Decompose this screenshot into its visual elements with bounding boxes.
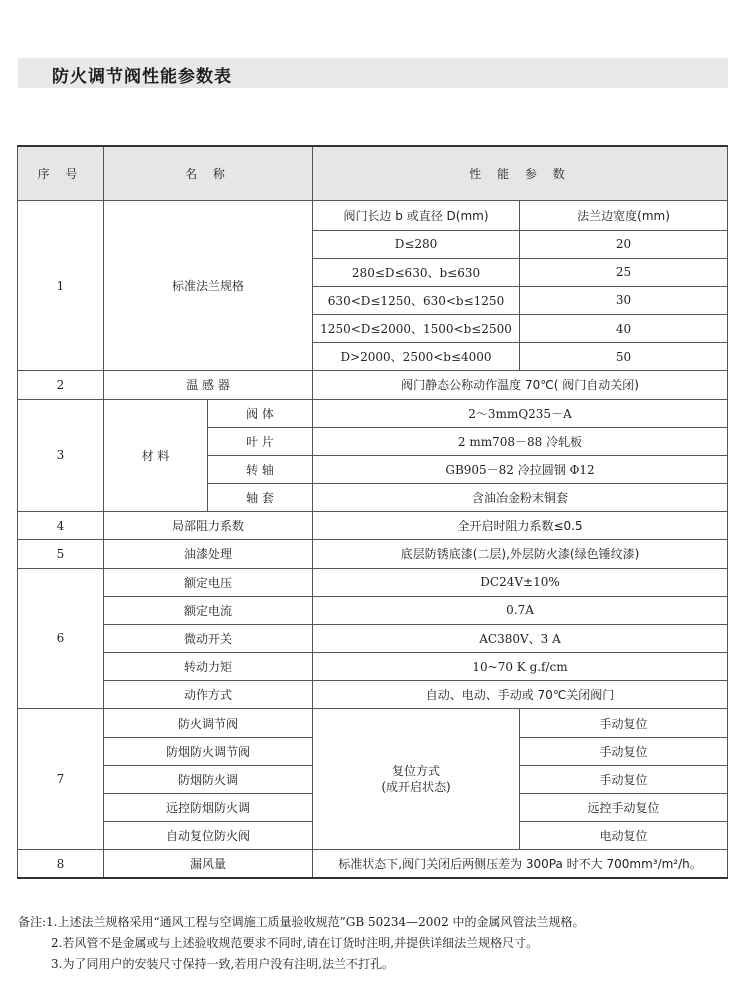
note-item: 2.若风管不是金属或与上述验收规范要求不同时,请在订货时注明,并提供详细法兰规格尺寸。	[51, 936, 539, 950]
row6-name: 微动开关	[104, 624, 313, 652]
table-row	[18, 371, 728, 399]
table-row	[18, 512, 728, 540]
row7-reset-note: (成开启状态)	[381, 780, 451, 795]
row6-name: 动作方式	[104, 681, 313, 709]
page-title: 防火调节阀性能参数表	[52, 67, 232, 87]
row2-value: 阀门静态公称动作温度 70℃( 阀门自动关闭)	[313, 371, 728, 399]
row1-width: 20	[520, 230, 728, 258]
row7-name: 自动复位防火阀	[104, 822, 313, 850]
row6-name: 额定电流	[104, 596, 313, 624]
row8-name: 漏风量	[104, 850, 313, 878]
row1-subheader-width: 法兰边宽度(mm)	[520, 201, 728, 230]
row3-value: GB905－82 冷拉圆钢 Φ12	[313, 455, 728, 483]
row7-value: 手动复位	[520, 709, 728, 737]
notes-prefix: 备注:	[18, 915, 47, 929]
row7-reset-method	[313, 709, 520, 850]
table-row	[18, 681, 728, 709]
row1-subheader-size: 阀门长边 b 或直径 D(mm)	[313, 201, 520, 230]
row1-width: 40	[520, 315, 728, 343]
table-header-row	[18, 146, 728, 201]
table-row	[18, 709, 728, 737]
row5-value: 底层防锈底漆(二层),外层防火漆(绿色锤纹漆)	[313, 540, 728, 568]
row1-size: 630<D≤1250、630<b≤1250	[313, 286, 520, 314]
row3-value: 含油冶金粉末铜套	[313, 484, 728, 512]
row3-name: 材 料	[104, 399, 208, 512]
row7-value: 手动复位	[520, 765, 728, 793]
note-line	[18, 954, 733, 975]
row6-name: 转动力矩	[104, 653, 313, 681]
row6-value: AC380V、3 A	[313, 624, 728, 652]
row8-value: 标准状态下,阀门关闭后两侧压差为 300Pa 时不大 700mm³/m²/h。	[313, 850, 728, 878]
row3-part: 阀 体	[208, 399, 313, 427]
row7-value: 远控手动复位	[520, 793, 728, 821]
row8-seq: 8	[18, 850, 104, 878]
row1-width: 25	[520, 258, 728, 286]
table-row	[18, 850, 728, 878]
spec-table	[17, 145, 728, 879]
header-seq: 序 号	[18, 146, 104, 201]
title-bar	[18, 58, 728, 88]
row3-part: 转 轴	[208, 455, 313, 483]
row7-name: 防火调节阀	[104, 709, 313, 737]
row5-seq: 5	[18, 540, 104, 568]
row5-name: 油漆处理	[104, 540, 313, 568]
row7-name: 防烟防火调	[104, 765, 313, 793]
row6-value: 0.7A	[313, 596, 728, 624]
note-item: 1.上述法兰规格采用“通风工程与空调施工质量验收规范”GB 50234—2002 中的金属风管法兰规格。	[46, 915, 585, 929]
row7-name: 防烟防火调节阀	[104, 737, 313, 765]
row2-seq: 2	[18, 371, 104, 399]
row3-seq: 3	[18, 399, 104, 512]
table-row	[18, 568, 728, 596]
row7-seq: 7	[18, 709, 104, 850]
row1-size: 1250<D≤2000、1500<b≤2500	[313, 315, 520, 343]
row7-value: 手动复位	[520, 737, 728, 765]
table-row	[18, 653, 728, 681]
row1-width: 30	[520, 286, 728, 314]
row4-seq: 4	[18, 512, 104, 540]
row1-size: D>2000、2500<b≤4000	[313, 343, 520, 371]
row7-name: 远控防烟防火调	[104, 793, 313, 821]
row6-name: 额定电压	[104, 568, 313, 596]
row2-name: 温 感 器	[104, 371, 313, 399]
row3-value: 2 mm708－88 冷轧板	[313, 427, 728, 455]
row3-part: 叶 片	[208, 427, 313, 455]
row3-part: 轴 套	[208, 484, 313, 512]
header-name: 名 称	[104, 146, 313, 201]
table-row	[18, 596, 728, 624]
note-item: 3.为了同用户的安装尺寸保持一致,若用户没有注明,法兰不打孔。	[51, 957, 395, 971]
row7-value: 电动复位	[520, 822, 728, 850]
row6-value: 自动、电动、手动或 70℃关闭阀门	[313, 681, 728, 709]
row1-name: 标准法兰规格	[104, 201, 313, 371]
row7-reset-label: 复位方式	[392, 764, 441, 779]
table-row	[18, 624, 728, 652]
row1-size: D≤280	[313, 230, 520, 258]
row1-width: 50	[520, 343, 728, 371]
row3-value: 2～3mmQ235－A	[313, 399, 728, 427]
row1-seq: 1	[18, 201, 104, 371]
header-perf: 性 能 参 数	[313, 146, 728, 201]
row6-value: 10~70 K g.f/cm	[313, 653, 728, 681]
row4-value: 全开启时阻力系数≤0.5	[313, 512, 728, 540]
row6-value: DC24V±10%	[313, 568, 728, 596]
note-line	[18, 933, 733, 954]
row4-name: 局部阻力系数	[104, 512, 313, 540]
row1-size: 280≤D≤630、b≤630	[313, 258, 520, 286]
notes	[18, 912, 733, 975]
note-line	[18, 912, 733, 933]
table-row	[18, 399, 728, 427]
table-row	[18, 540, 728, 568]
row6-seq: 6	[18, 568, 104, 709]
table-row	[18, 201, 728, 230]
